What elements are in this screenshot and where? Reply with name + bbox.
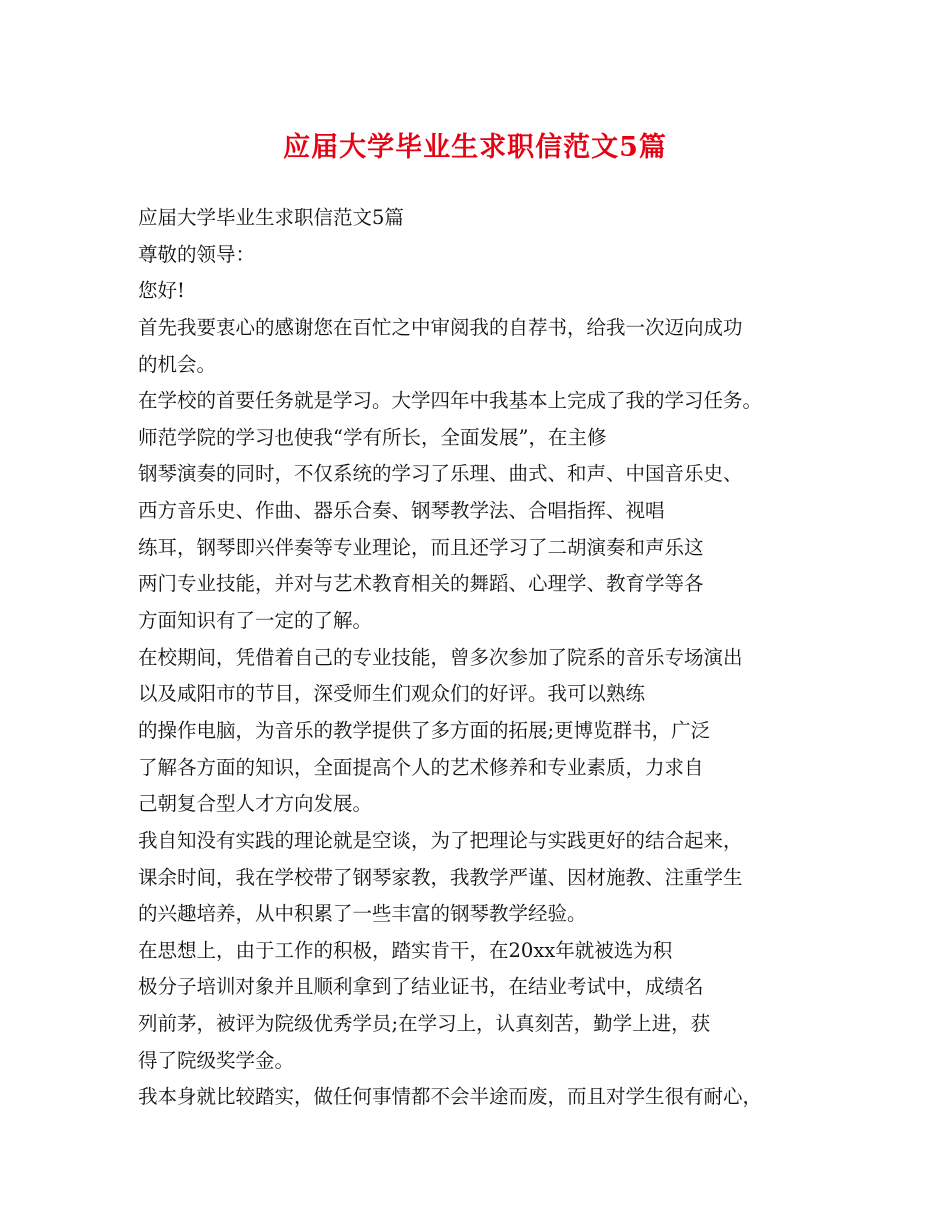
- body-line: 方面知识有了一定的了解。: [138, 609, 373, 633]
- document-body: [138, 200, 838, 1116]
- body-line: 师范学院的学习也使我“学有所长，全面发展”，在主修: [138, 425, 607, 449]
- body-line: 在校期间，凭借着自己的专业技能，曾多次参加了院系的音乐专场演出: [138, 645, 743, 669]
- body-line: 得了院级奖学金。: [138, 1048, 295, 1072]
- body-line: 在学校的首要任务就是学习。大学四年中我基本上完成了我的学习任务。: [138, 389, 763, 413]
- body-line: 首先我要衷心的感谢您在百忙之中审阅我的自荐书，给我一次迈向成功: [138, 315, 743, 339]
- body-line: 您好!: [138, 279, 185, 303]
- body-line: 两门专业技能，并对与艺术教育相关的舞蹈、心理学、教育学等各: [138, 572, 704, 596]
- body-line: 应届大学毕业生求职信范文5篇: [138, 206, 404, 229]
- body-line: 了解各方面的知识，全面提高个人的艺术修养和专业素质，力求自: [138, 755, 704, 779]
- body-line: 的机会。: [138, 352, 217, 376]
- body-line: 列前茅，被评为院级优秀学员;在学习上，认真刻苦，勤学上进，获: [138, 1012, 711, 1036]
- document-title: 应届大学毕业生求职信范文5篇: [283, 132, 667, 163]
- body-line: 的操作电脑，为音乐的教学提供了多方面的拓展;更博览群书，广泛: [138, 718, 711, 742]
- body-line: 极分子培训对象并且顺利拿到了结业证书，在结业考试中，成绩名: [138, 975, 704, 999]
- body-line: 尊敬的领导：: [138, 242, 256, 266]
- body-line: 在思想上，由于工作的积极，踏实肯干，在20xx年就被选为积: [138, 938, 673, 962]
- body-line: 课余时间，我在学校带了钢琴家教，我教学严谨、因材施教、注重学生: [138, 865, 743, 889]
- body-line: 己朝复合型人才方向发展。: [138, 792, 373, 816]
- body-line: 练耳，钢琴即兴伴奏等专业理论，而且还学习了二胡演奏和声乐这: [138, 535, 704, 559]
- body-line: 钢琴演奏的同时，不仅系统的学习了乐理、曲式、和声、中国音乐史、: [138, 462, 743, 486]
- body-line: 的兴趣培养，从中积累了一些丰富的钢琴教学经验。: [138, 902, 587, 926]
- body-line: 我自知没有实践的理论就是空谈，为了把理论与实践更好的结合起来，: [138, 828, 743, 852]
- body-line: 我本身就比较踏实，做任何事情都不会半途而废，而且对学生很有耐心，: [138, 1085, 763, 1109]
- body-line: 以及咸阳市的节目，深受师生们观众们的好评。我可以熟练: [138, 682, 646, 706]
- body-line: 西方音乐史、作曲、器乐合奏、钢琴教学法、合唱指挥、视唱: [138, 499, 665, 523]
